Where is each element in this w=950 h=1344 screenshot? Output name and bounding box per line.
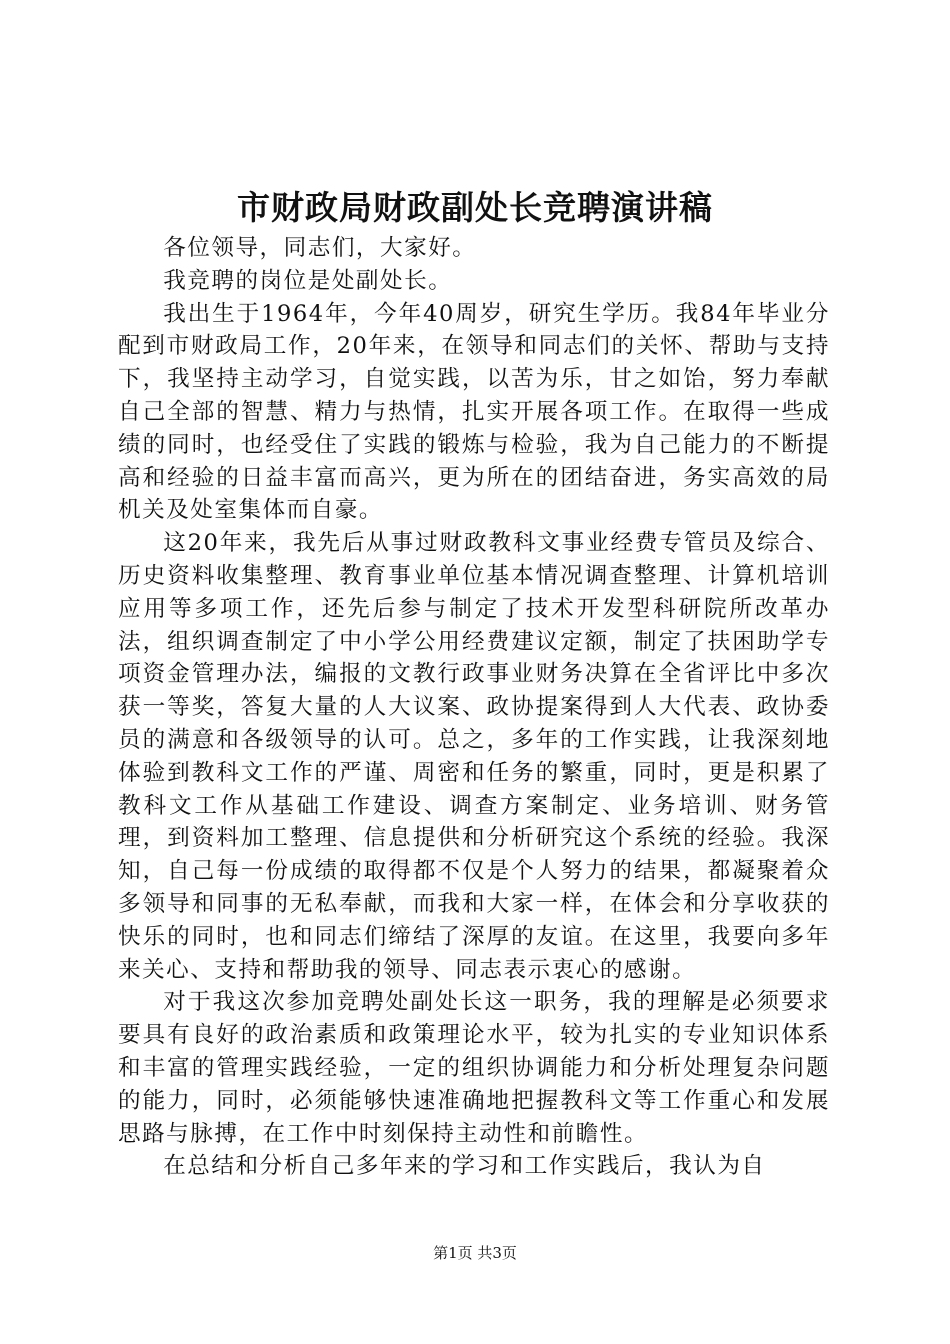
document-title: 市财政局财政副处长竞聘演讲稿	[237, 188, 713, 227]
paragraph-summary: 在总结和分析自己多年来的学习和工作实践后，我认为自	[163, 1153, 766, 1180]
page-number-footer: 第1页 共3页	[433, 1244, 517, 1262]
paragraph-greeting: 各位领导，同志们，大家好。	[163, 235, 477, 261]
paragraph-position: 我竞聘的岗位是处副处长。	[163, 267, 453, 294]
paragraph-understanding: 对于我这次参加竞聘处副处长这一职务，我的理解是必须要求要具有良好的政治素质和政策理论水平，较为扎实的专业知识体系和丰富的管理实践经验，一定的组织协调能力和分析处理复杂问题的能力，同时，必须能够快速准确地把握教科文等工作重心和发展思路与脉搏，在工作中时刻保持主动性和前瞻性。	[118, 989, 830, 1147]
document-body	[118, 232, 830, 1183]
paragraph-experience: 这20年来，我先后从事过财政教科文事业经费专管员及综合、历史资料收集整理、教育事业单位基本情况调查整理、计算机培训应用等多项工作，还先后参与制定了技术开发型科研院所改革办法，组织调查制定了中小学公用经费建议定额，制定了扶困助学专项资金管理办法，编报的文教行政事业财务决算在全省评比中多次获一等奖，答复大量的人大议案、政协提案得到人大代表、政协委员的满意和各级领导的认可。总之，多年的工作实践，让我深刻地体验到教科文工作的严谨、周密和任务的繁重，同时，更是积累了教科文工作从基础工作建设、调查方案制定、业务培训、财务管理，到资料加工整理、信息提供和分析研究这个系统的经验。我深知，自己每一份成绩的取得都不仅是个人努力的结果，都凝聚着众多领导和同事的无私奉献，而我和大家一样，在体会和分享收获的快乐的同时，也和同志们缔结了深厚的友谊。在这里，我要向多年来关心、支持和帮助我的领导、同志表示衷心的感谢。	[118, 530, 830, 983]
paragraph-background: 我出生于1964年，今年40周岁，研究生学历。我84年毕业分配到市财政局工作，20年来，在领导和同志们的关怀、帮助与支持下，我坚持主动学习，自觉实践，以苦为乐，甘之如饴，努力奉献自己全部的智慧、精力与热情，扎实开展各项工作。在取得一些成绩的同时，也经受住了实践的锻炼与检验，我为自己能力的不断提高和经验的日益丰富而高兴，更为所在的团结奋进，务实高效的局机关及处室集体而自豪。	[118, 300, 830, 524]
